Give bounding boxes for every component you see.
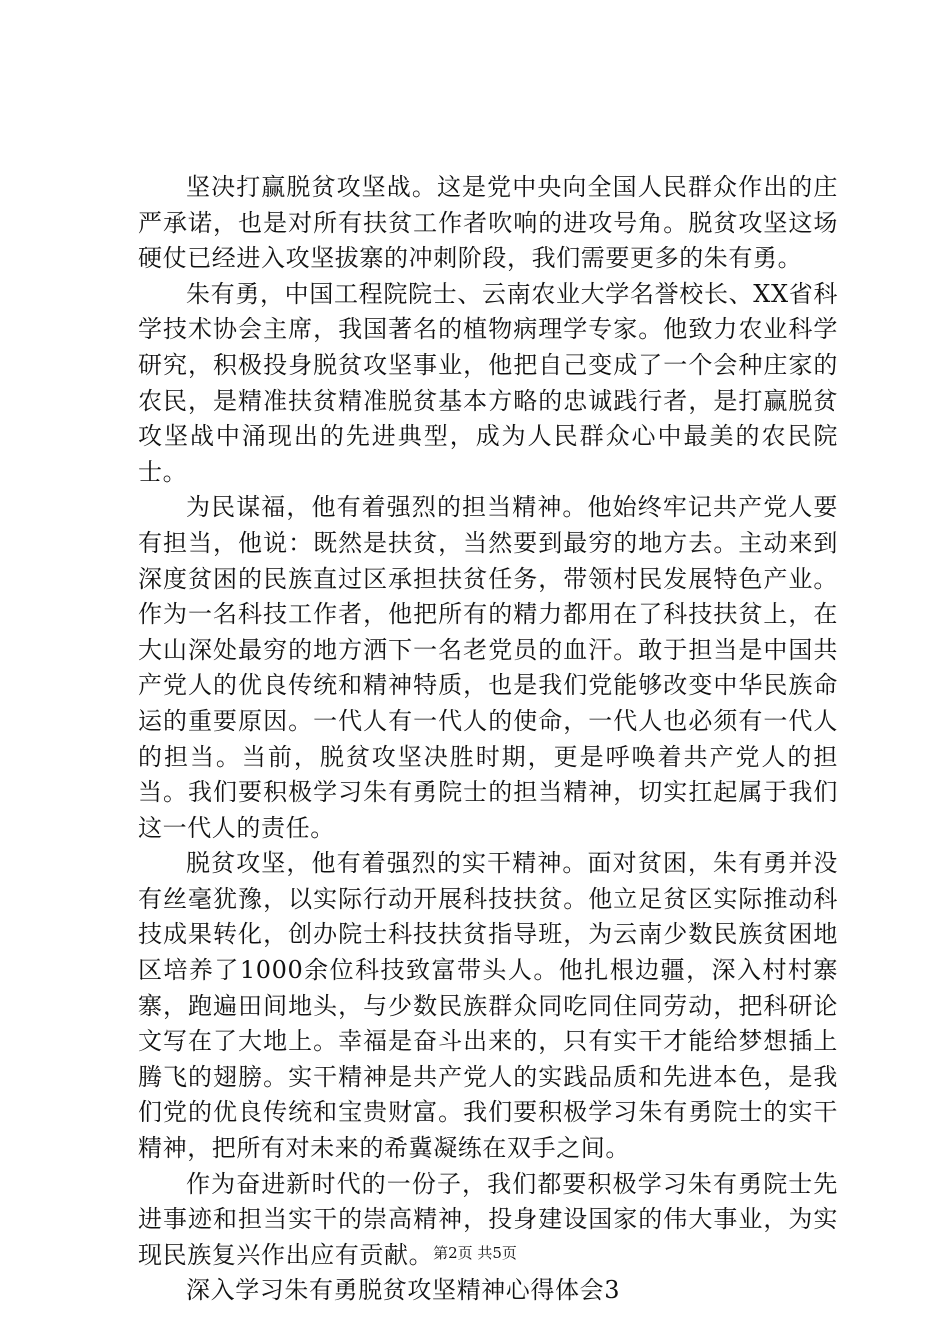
paragraph-4: 脱贫攻坚，他有着强烈的实干精神。面对贫困，朱有勇并没有丝毫犹豫，以实际行动开展科技扶贫。他立足贫区实际推动科技成果转化，创办院士科技扶贫指导班，为云南少数民族贫困地区培养了1000余位科技致富带头人。他扎根边疆，深入村村寨寨，跑遍田间地头，与少数民族群众同吃同住同劳动，把科研论文写在了大地上。幸福是奋斗出来的，只有实干才能给梦想插上腾飞的翅膀。实干精神是共产党人的实践品质和先进本色，是我们党的优良传统和宝贵财富。我们要积极学习朱有勇院士的实干精神，把所有对未来的希冀凝练在双手之间。 <box>138 849 838 1163</box>
paragraph-3: 为民谋福，他有着强烈的担当精神。他始终牢记共产党人要有担当，他说：既然是扶贫，当然要到最穷的地方去。主动来到深度贫困的民族直过区承担扶贫任务，带领村民发展特色产业。作为一名科技工作者，他把所有的精力都用在了科技扶贫上，在大山深处最穷的地方洒下一名老党员的血汗。敢于担当是中国共产党人的优良传统和精神特质，也是我们党能够改变中华民族命运的重要原因。一代人有一代人的使命，一代人也必须有一代人的担当。当前，脱贫攻坚决胜时期，更是呼唤着共产党人的担当。我们要积极学习朱有勇院士的担当精神，切实扛起属于我们这一代人的责任。 <box>138 493 838 842</box>
paragraph-2: 朱有勇，中国工程院院士、云南农业大学名誉校长、XX省科学技术协会主席，我国著名的植物病理学专家。他致力农业科学研究，积极投身脱贫攻坚事业，他把自己变成了一个会种庄家的农民，是精准扶贫精准脱贫基本方略的忠诚践行者，是打赢脱贫攻坚战中涌现出的先进典型，成为人民群众心中最美的农民院士。 <box>138 279 838 486</box>
paragraph-5: 作为奋进新时代的一份子，我们都要积极学习朱有勇院士先进事迹和担当实干的崇高精神，投身建设国家的伟大事业，为实现民族复兴作出应有贡献。 <box>138 1169 838 1269</box>
page-footer: 第2页 共5页 <box>433 1244 517 1262</box>
paragraph-1: 坚决打赢脱贫攻坚战。这是党中央向全国人民群众作出的庄严承诺，也是对所有扶贫工作者吹响的进攻号角。脱贫攻坚这场硬仗已经进入攻坚拔寨的冲刺阶段，我们需要更多的朱有勇。 <box>138 173 838 273</box>
document-body <box>138 170 838 1309</box>
next-section-heading: 深入学习朱有勇脱贫攻坚精神心得体会3 <box>186 1276 621 1305</box>
